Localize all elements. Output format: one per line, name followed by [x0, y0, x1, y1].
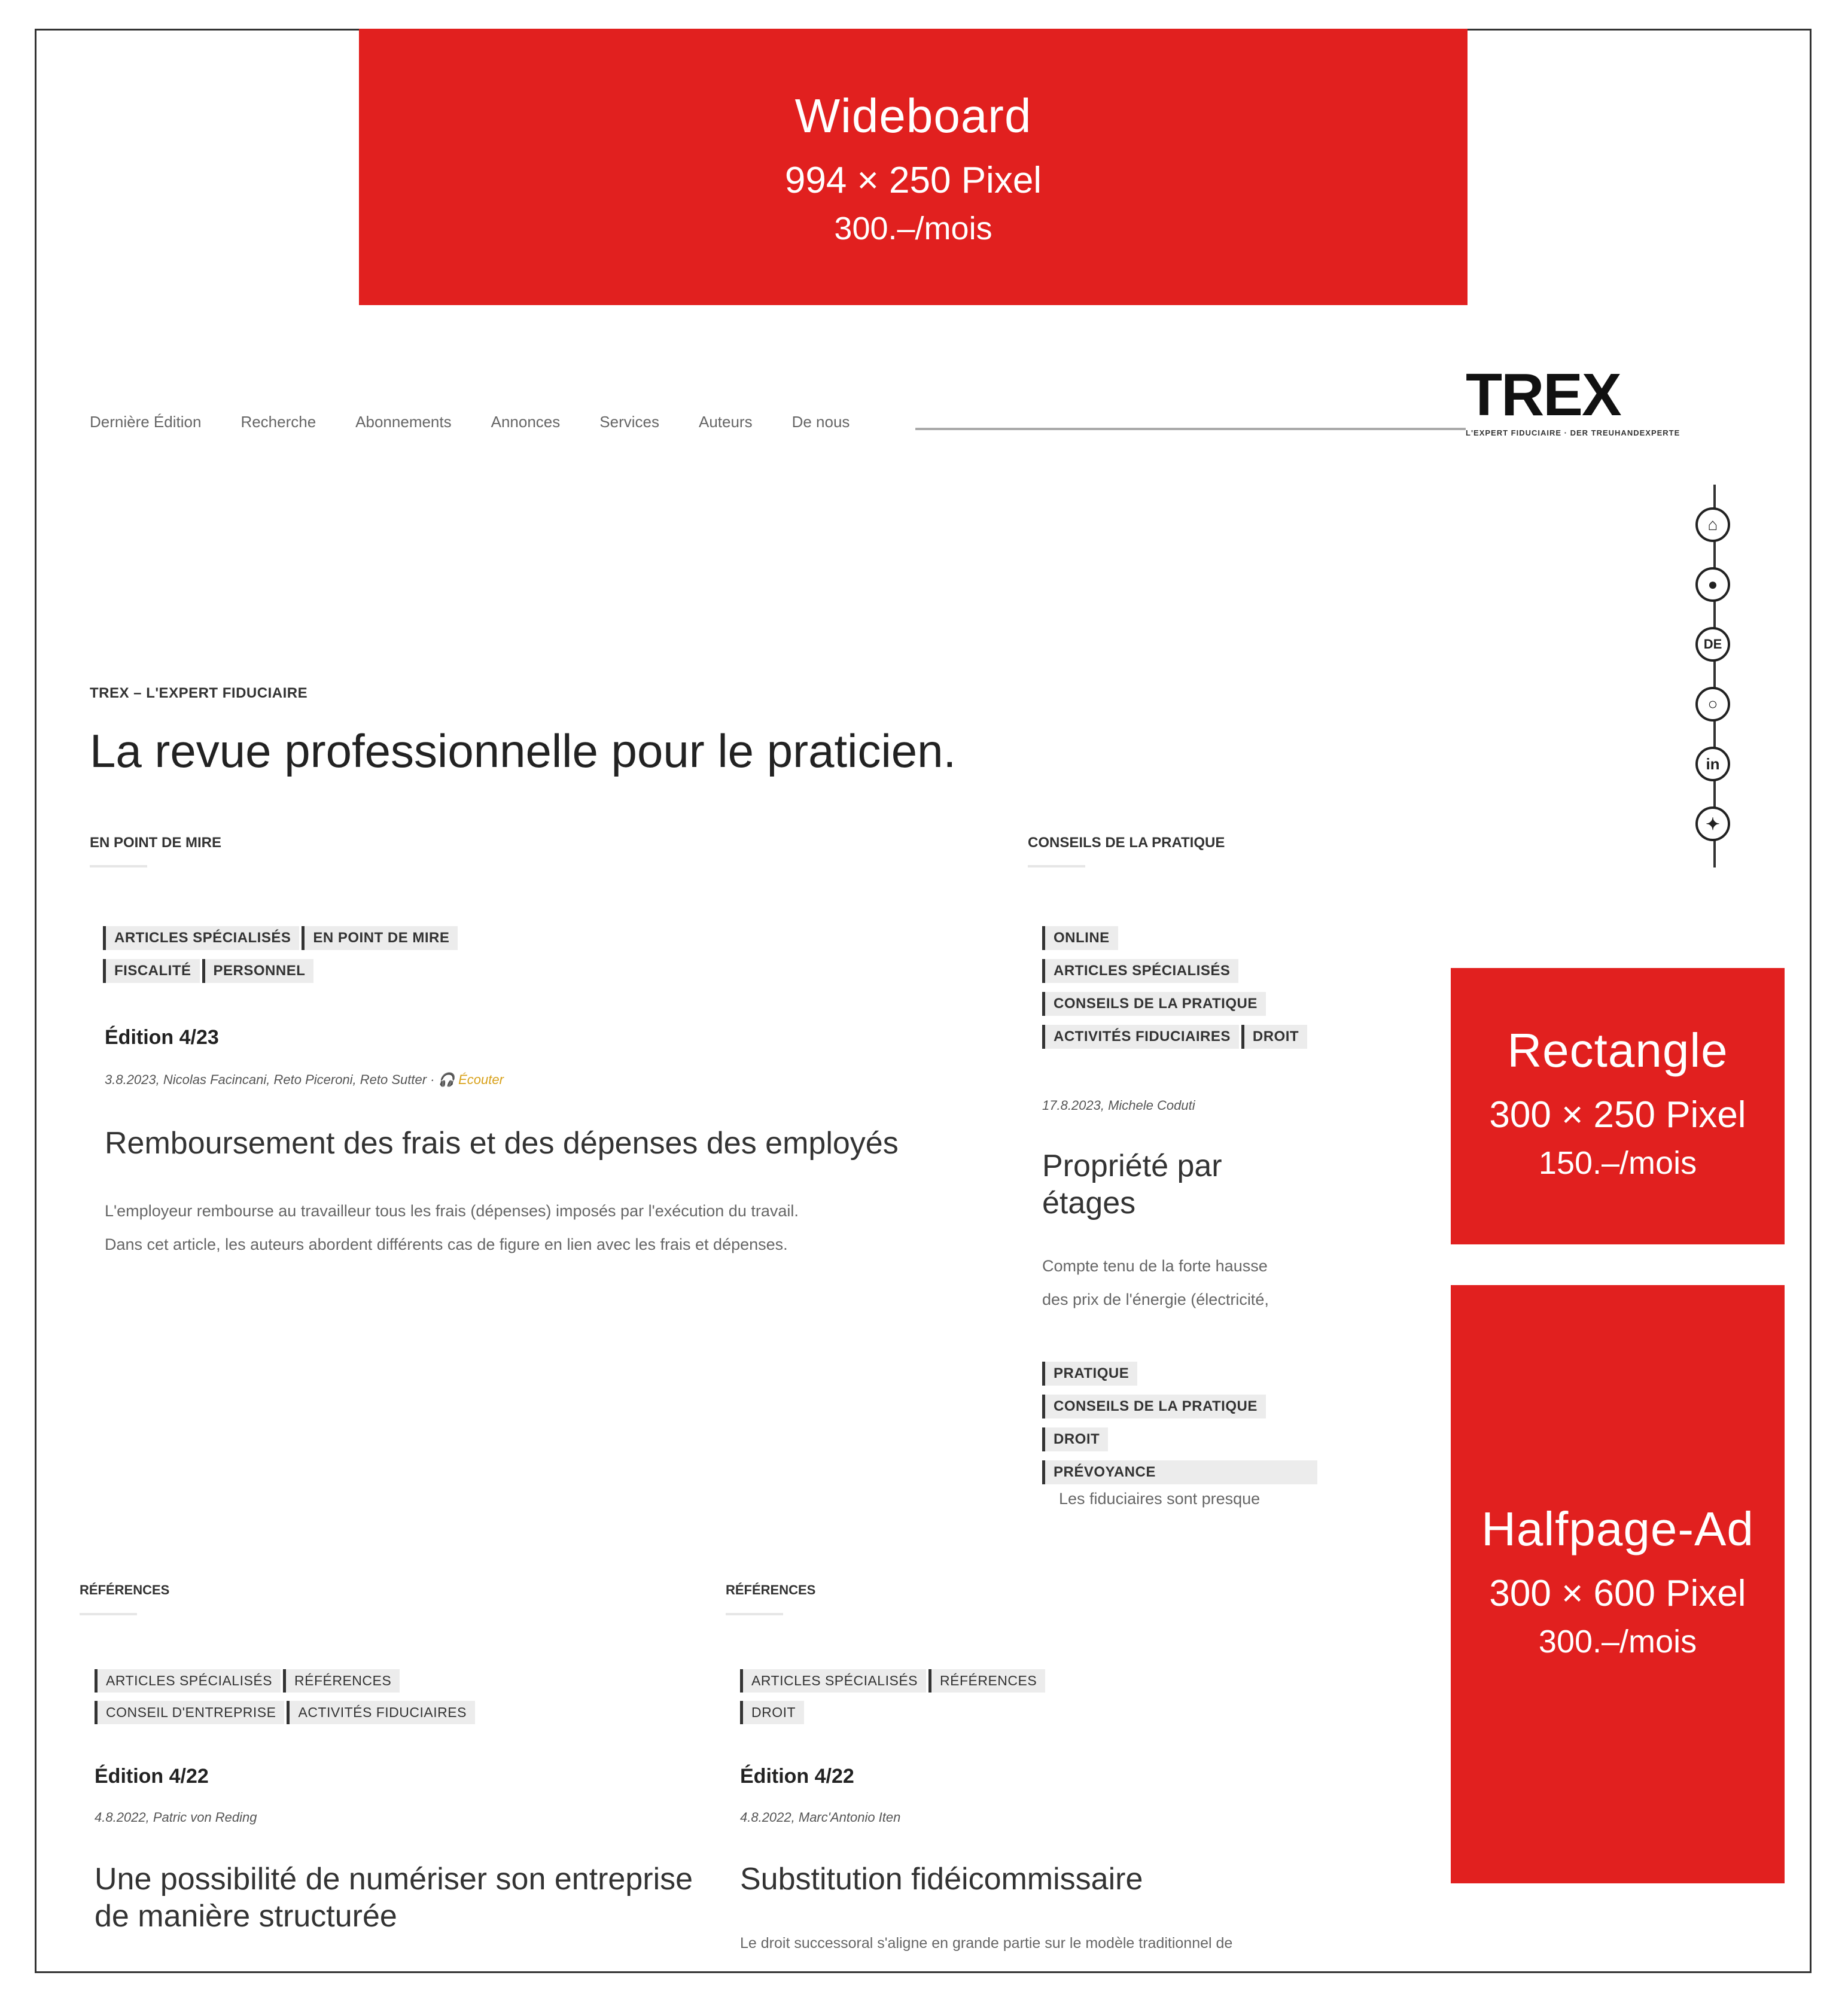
nav-item-de-nous[interactable]: De nous [791, 413, 850, 431]
linkedin-icon[interactable]: in [1695, 747, 1730, 781]
user-icon[interactable]: ● [1695, 567, 1730, 602]
rectangle-ad-placeholder [1451, 968, 1785, 1244]
practice-tag-row [1042, 992, 1268, 1016]
tag-conseil-d-entreprise[interactable]: CONSEIL D'ENTREPRISE [95, 1701, 284, 1724]
featured-tags-row1 [103, 926, 460, 950]
featured-excerpt-line2: Dans cet article, les auteurs abordent différents cas de figure en lien avec les frais et dépenses. [105, 1235, 788, 1253]
wideboard-ad-placeholder [359, 29, 1468, 305]
ref1-tags-row2 [95, 1701, 477, 1724]
ad-name: Rectangle [1507, 1024, 1728, 1077]
section-conseils-de-la-pratique[interactable]: CONSEILS DE LA PRATIQUE [1028, 835, 1225, 851]
section-en-point-de-mire[interactable]: EN POINT DE MIRE [90, 835, 222, 851]
home-icon[interactable]: ⌂ [1695, 507, 1730, 542]
ref1-title-line2: de manière structurée [95, 1899, 397, 1934]
section-references[interactable]: RÉFÉRENCES [80, 1582, 170, 1597]
nav-item-recherche[interactable]: Recherche [240, 413, 316, 431]
tag-droit[interactable]: DROIT [1241, 1025, 1307, 1049]
tag-droit[interactable]: DROIT [740, 1701, 804, 1724]
tag-pratique[interactable]: PRATIQUE [1042, 1362, 1137, 1386]
ref2-excerpt: Le droit successoral s'aligne en grande partie sur le modèle traditionnel de [740, 1935, 1233, 1952]
tag-references[interactable]: RÉFÉRENCES [928, 1669, 1045, 1693]
tag-prevoyance[interactable]: PRÉVOYANCE [1042, 1460, 1317, 1484]
practice-tag-row [1042, 1362, 1140, 1386]
practice-excerpt [1042, 1249, 1269, 1316]
search-icon[interactable]: ○ [1695, 687, 1730, 722]
ref1-meta: 4.8.2022, Patric von Reding [95, 1810, 257, 1825]
twitter-icon[interactable]: ✦ [1695, 806, 1730, 841]
practice-article-title[interactable] [1042, 1147, 1222, 1222]
nav-divider [915, 428, 1466, 430]
ad-size: 994 × 250 Pixel [784, 160, 1042, 201]
featured-meta [105, 1072, 504, 1088]
practice-meta: 17.8.2023, Michele Coduti [1042, 1098, 1195, 1113]
practice-excerpt-line2: des prix de l'énergie (électricité, [1042, 1290, 1269, 1308]
tag-conseils-de-la-pratique[interactable]: CONSEILS DE LA PRATIQUE [1042, 1395, 1266, 1418]
practice-tag-row [1042, 959, 1241, 983]
tag-articles-specialises[interactable]: ARTICLES SPÉCIALISÉS [740, 1669, 926, 1693]
featured-edition[interactable]: Édition 4/23 [105, 1026, 219, 1049]
ref1-edition[interactable]: Édition 4/22 [95, 1765, 209, 1788]
featured-excerpt [105, 1194, 799, 1261]
practice-tag-row [1042, 926, 1121, 950]
practice-tag-row [1042, 1427, 1110, 1451]
ad-price: 300.–/mois [834, 211, 992, 246]
practice-title-line2: étages [1042, 1186, 1136, 1221]
featured-article-title[interactable]: Remboursement des frais et des dépenses des employés [105, 1126, 899, 1161]
featured-excerpt-line1: L'employeur rembourse au travailleur tous les frais (dépenses) imposés par l'exécution du travail. [105, 1202, 799, 1220]
section-underline [1028, 865, 1085, 867]
section-underline [726, 1613, 783, 1615]
halfpage-ad-placeholder [1451, 1285, 1785, 1883]
practice-title-line1: Propriété par [1042, 1149, 1222, 1183]
ref2-tags-row1 [740, 1669, 1048, 1693]
nav-item-auteurs[interactable]: Auteurs [698, 413, 753, 431]
practice-excerpt-2: Les fiduciaires sont presque [1059, 1490, 1261, 1508]
tag-fiscalite[interactable]: FISCALITÉ [103, 959, 200, 983]
ref2-meta: 4.8.2022, Marc'Antonio Iten [740, 1810, 901, 1825]
practice-tag-row [1042, 1025, 1310, 1049]
nav-item-annonces[interactable]: Annonces [491, 413, 561, 431]
practice-excerpt-line1: Compte tenu de la forte hausse [1042, 1257, 1268, 1275]
hero-kicker: TREX – L'EXPERT FIDUCIAIRE [90, 685, 308, 701]
ad-name: Wideboard [794, 89, 1032, 142]
practice-tag-row [1042, 1460, 1320, 1484]
featured-date-authors: 3.8.2023, Nicolas Facincani, Reto Piceroni, Reto Sutter · [105, 1072, 435, 1087]
tag-articles-specialises[interactable]: ARTICLES SPÉCIALISÉS [1042, 959, 1238, 983]
logo-tagline: L'EXPERT FIDUCIAIRE · DER TREUHANDEXPERTE [1466, 428, 1680, 437]
tag-references[interactable]: RÉFÉRENCES [283, 1669, 400, 1693]
section-underline [80, 1613, 137, 1615]
section-underline [90, 865, 147, 867]
tag-articles-specialises[interactable]: ARTICLES SPÉCIALISÉS [95, 1669, 281, 1693]
featured-tags-row2 [103, 959, 316, 983]
page-title: La revue professionnelle pour le praticien. [90, 725, 957, 777]
tag-articles-specialises[interactable]: ARTICLES SPÉCIALISÉS [103, 926, 299, 950]
language-de-icon[interactable]: DE [1695, 627, 1730, 662]
ref2-edition[interactable]: Édition 4/22 [740, 1765, 854, 1788]
tag-conseils-de-la-pratique[interactable]: CONSEILS DE LA PRATIQUE [1042, 992, 1266, 1016]
ad-size: 300 × 600 Pixel [1489, 1573, 1746, 1614]
section-references[interactable]: RÉFÉRENCES [726, 1582, 816, 1597]
tag-en-point-de-mire[interactable]: EN POINT DE MIRE [302, 926, 458, 950]
nav-item-derniere-edition[interactable]: Dernière Édition [90, 413, 202, 431]
nav-item-services[interactable]: Services [599, 413, 659, 431]
ad-size: 300 × 250 Pixel [1489, 1094, 1746, 1136]
ref2-article-title[interactable]: Substitution fidéicommissaire [740, 1862, 1143, 1897]
practice-tag-row [1042, 1395, 1268, 1418]
ref1-tags-row1 [95, 1669, 402, 1693]
tag-activites-fiduciaires[interactable]: ACTIVITÉS FIDUCIAIRES [287, 1701, 474, 1724]
tag-personnel[interactable]: PERSONNEL [202, 959, 314, 983]
ref1-article-title[interactable] [95, 1861, 693, 1935]
ad-price: 150.–/mois [1538, 1145, 1697, 1181]
nav-item-abonnements[interactable]: Abonnements [355, 413, 452, 431]
ad-price: 300.–/mois [1538, 1624, 1697, 1660]
tag-droit[interactable]: DROIT [1042, 1427, 1108, 1451]
tag-activites-fiduciaires[interactable]: ACTIVITÉS FIDUCIAIRES [1042, 1025, 1239, 1049]
ref1-title-line1: Une possibilité de numériser son entreprise [95, 1862, 693, 1897]
ad-name: Halfpage-Ad [1481, 1502, 1754, 1556]
trex-logo[interactable] [1466, 361, 1741, 437]
listen-button[interactable]: 🎧 Écouter [438, 1072, 504, 1087]
tag-online[interactable]: ONLINE [1042, 926, 1118, 950]
logo-brand: TREX [1466, 361, 1621, 428]
ref2-tags-row2 [740, 1701, 806, 1724]
main-nav [90, 413, 850, 431]
